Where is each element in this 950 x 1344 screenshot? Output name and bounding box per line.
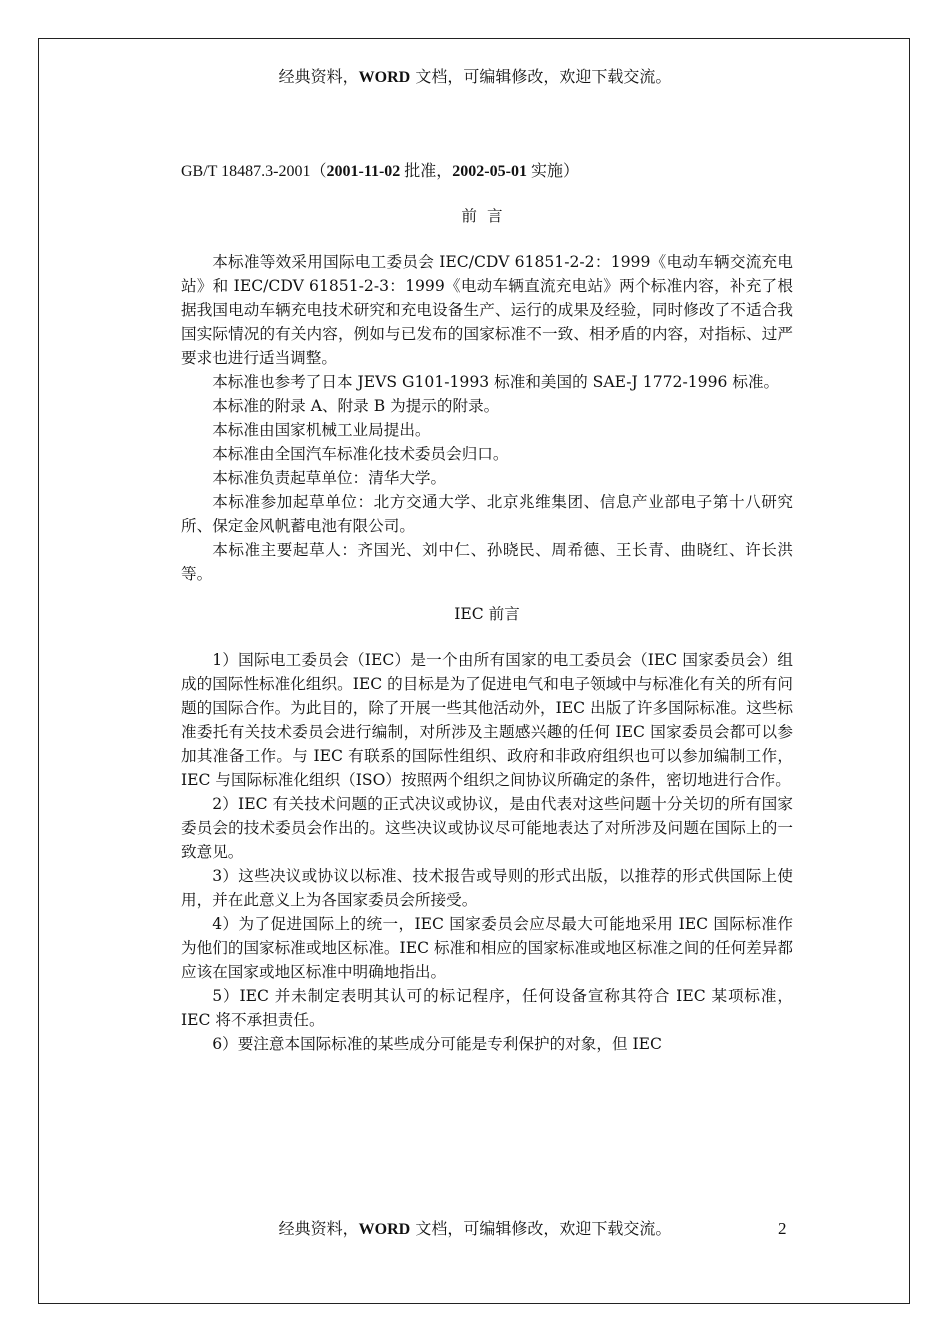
standard-code: GB/T 18487.3-2001（ xyxy=(181,163,327,180)
preface-paragraph: 本标准的附录 A、附录 B 为提示的附录。 xyxy=(212,397,500,415)
preface-paragraph: 本标准等效采用国际电工委员会 IEC/CDV 61851-2-2：1999《电动车辆交流充电站》和 IEC/CDV 61851-2-3：1999《电动车辆直流充电站》两个标准内容，补充了根据我国电动车辆充电技术研究和充电设备生产、运行的成果及经验，同时修改了不适合我国实际情况的有关内容，例如与已发布的国家标准不一致、相矛盾的内容，对指标、过严要求也进行适当调整。 xyxy=(181,253,793,367)
preface-section xyxy=(181,250,793,586)
preface-title: 前言 xyxy=(461,207,513,225)
footer-suffix: 文档，可编辑修改，欢迎下载交流。 xyxy=(410,1219,672,1238)
page-header xyxy=(0,66,950,89)
iec-paragraph: 5）IEC 并未制定表明其认可的标记程序，任何设备宣称其符合 IEC 某项标准，IEC 将不承担责任。 xyxy=(181,987,793,1029)
footer-bold: WORD xyxy=(358,1221,411,1238)
approved-label: 批准， xyxy=(400,163,453,180)
preface-paragraph: 本标准由全国汽车标准化技术委员会归口。 xyxy=(212,445,509,463)
standard-line xyxy=(181,160,793,184)
header-bold: WORD xyxy=(358,69,411,86)
iec-preface-section xyxy=(181,648,793,1056)
document-body xyxy=(181,160,793,1056)
effective-label: 实施） xyxy=(526,163,579,180)
page-number: 2 xyxy=(778,1219,787,1238)
iec-paragraph: 1）国际电工委员会（IEC）是一个由所有国家的电工委员会（IEC 国家委员会）组成的国际性标准化组织。IEC 的目标是为了促进电气和电子领域中与标准化有关的所有问题的国际合作。为此目的，除了开展一些其他活动外，IEC 出版了许多国际标准。这些标准委托有关技术委员会进行编制，对所涉及主题感兴趣的任何 IEC 国家委员会都可以参加其准备工作。与 IEC 有联系的国际性组织、政府和非政府组织也可以参加编制工作，IEC 与国际标准化组织（ISO）按照两个组织之间协议所确定的条件，密切地进行合作。 xyxy=(181,651,793,789)
preface-paragraph: 本标准也参考了日本 JEVS G101-1993 标准和美国的 SAE-J 1772-1996 标准。 xyxy=(212,373,780,391)
iec-paragraph: 3）这些决议或协议以标准、技术报告或导则的形式出版，以推荐的形式供国际上使用，并在此意义上为各国家委员会所接受。 xyxy=(181,867,793,909)
header-prefix: 经典资料， xyxy=(278,67,359,86)
preface-paragraph: 本标准主要起草人：齐国光、刘中仁、孙晓民、周希德、王长青、曲晓红、许长洪等。 xyxy=(181,541,793,583)
preface-paragraph: 本标准由国家机械工业局提出。 xyxy=(212,421,431,439)
approved-date: 2001-11-02 xyxy=(326,163,401,180)
preface-paragraph: 本标准负责起草单位：清华大学。 xyxy=(212,469,447,487)
footer-prefix: 经典资料， xyxy=(278,1219,359,1238)
iec-paragraph: 6）要注意本国际标准的某些成分可能是专利保护的对象，但 IEC xyxy=(212,1035,662,1053)
header-suffix: 文档，可编辑修改，欢迎下载交流。 xyxy=(410,67,672,86)
preface-paragraph: 本标准参加起草单位：北方交通大学、北京兆维集团、信息产业部电子第十八研究所、保定金风帆蓄电池有限公司。 xyxy=(181,493,793,535)
iec-paragraph: 2）IEC 有关技术问题的正式决议或协议，是由代表对这些问题十分关切的所有国家委员会的技术委员会作出的。这些决议或协议尽可能地表达了对所涉及问题在国际上的一致意见。 xyxy=(181,795,793,861)
page-footer xyxy=(0,1218,950,1241)
effective-date: 2002-05-01 xyxy=(452,163,527,180)
iec-paragraph: 4）为了促进国际上的统一，IEC 国家委员会应尽最大可能地采用 IEC 国际标准作为他们的国家标准或地区标准。IEC 标准和相应的国家标准或地区标准之间的任何差异都应该在国家或地区标准中明确地指出。 xyxy=(181,915,793,981)
iec-preface-title: IEC 前言 xyxy=(454,605,520,623)
